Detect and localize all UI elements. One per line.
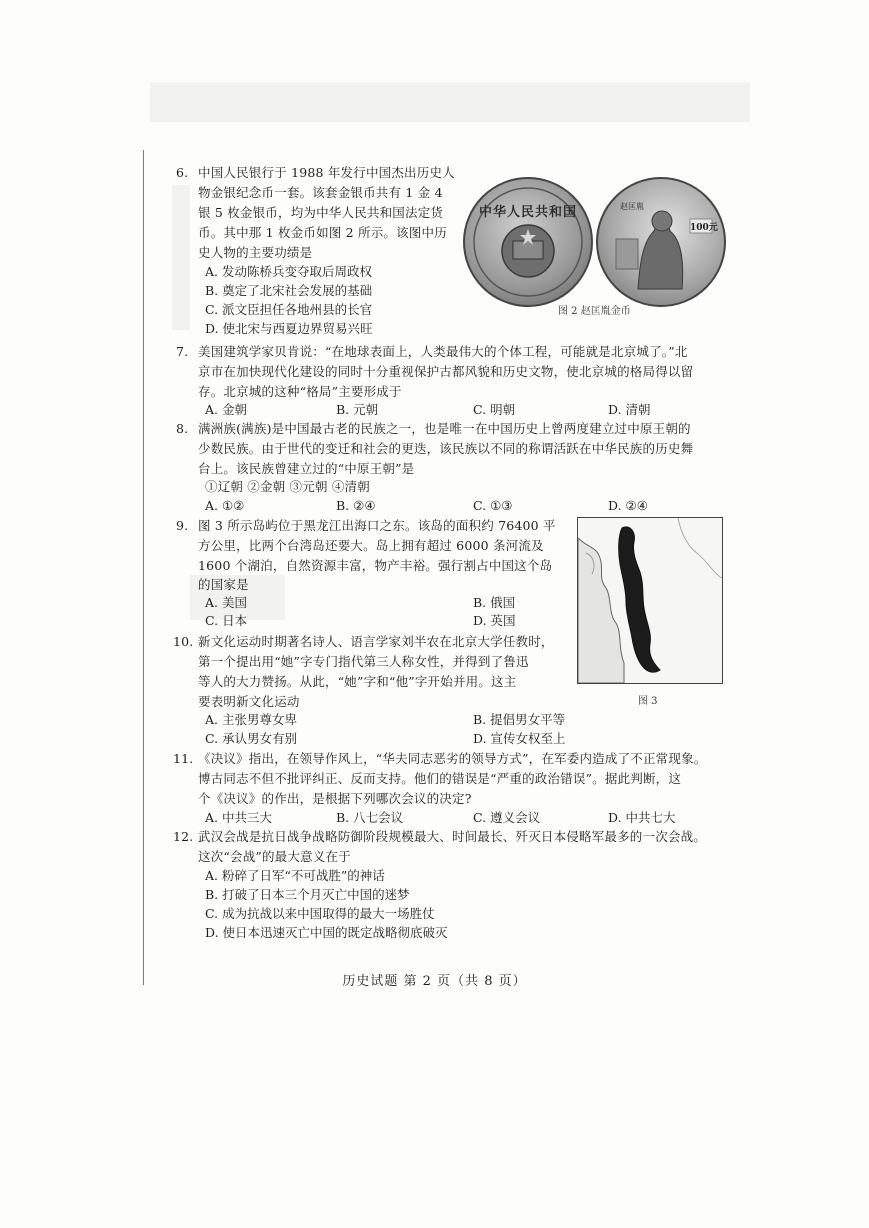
question-6-line-5: 史人物的主要功绩是 [198, 245, 313, 260]
page-footer: 历史试题 第 2 页（共 8 页） [342, 974, 527, 989]
binding-margin-line [143, 150, 144, 985]
question-8-line-4: ①辽朝 ②金朝 ③元朝 ④清朝 [205, 479, 370, 494]
question-7-option-c: C. 明朝 [473, 402, 516, 417]
scan-shadow-top [150, 82, 750, 122]
question-10-option-c: C. 承认男女有别 [205, 731, 298, 746]
question-12-option-a: A. 粉碎了日军“不可战胜”的神话 [205, 868, 385, 883]
question-7-option-a: A. 金朝 [205, 402, 247, 417]
question-9-number: 9. [176, 518, 189, 533]
coin-reverse-value: 100元 [690, 223, 718, 233]
question-6-number: 6. [176, 165, 189, 180]
question-6-option-d: D. 使北宋与西夏边界贸易兴旺 [205, 321, 373, 336]
coin-reverse-name: 赵匡胤 [620, 202, 644, 211]
question-9-line-2: 方公里，比两个台湾岛还要大。岛上拥有超过 6000 条河流及 [198, 538, 544, 553]
question-7-option-d: D. 清朝 [608, 402, 651, 417]
coin-obverse-image [463, 177, 593, 307]
question-8-option-a: A. ①② [205, 498, 245, 513]
question-9-option-d: D. 英国 [473, 613, 516, 628]
figure-2-caption: 图 2 赵匡胤金币 [558, 306, 631, 317]
question-9-line-1: 图 3 所示岛屿位于黑龙江出海口之东。该岛的面积约 76400 平 [198, 518, 556, 533]
coin-reverse-image [596, 177, 726, 307]
question-11-option-a: A. 中共三大 [205, 810, 272, 825]
question-7-number: 7. [176, 344, 189, 359]
question-11-line-2: 博古同志不但不批评纠正、反而支持。他们的错误是“严重的政治错误”。据此判断，这 [198, 771, 682, 786]
figure-3-map [577, 517, 723, 684]
coin-obverse-text: 中华人民共和国 [479, 205, 578, 220]
question-9-line-3: 1600 个湖泊，自然资源丰富，物产丰裕。强行割占中国这个岛 [198, 558, 553, 573]
question-6-option-a: A. 发动陈桥兵变夺取后周政权 [205, 264, 372, 279]
question-6-option-c: C. 派文臣担任各地州县的长官 [205, 302, 373, 317]
question-8-option-b: B. ②④ [336, 498, 376, 513]
question-7-line-2: 京市在加快现代化建设的同时十分重视保护古都风貌和历史文物，使北京城的格局得以留 [198, 364, 694, 379]
question-8-line-3: 台上。该民族曾建立过的“中原王朝”是 [198, 461, 415, 476]
question-6-line-4: 币。其中那 1 枚金币如图 2 所示。该图中历 [198, 225, 447, 240]
question-11-option-c: C. 遵义会议 [473, 810, 541, 825]
question-8-line-1: 满洲族(满族)是中国最古老的民族之一，也是唯一在中国历史上曾两度建立过中原王朝的 [198, 421, 691, 436]
question-9-option-c: C. 日本 [205, 613, 248, 628]
question-11-number: 11. [173, 751, 194, 766]
question-7-line-1: 美国建筑学家贝肯说：“在地球表面上，人类最伟大的个体工程，可能就是北京城了。”北 [198, 344, 688, 359]
question-12-option-d: D. 使日本迅速灭亡中国的既定战略彻底破灭 [205, 925, 448, 940]
question-6-line-1: 中国人民银行于 1988 年发行中国杰出历史人 [198, 165, 455, 180]
question-10-option-d: D. 宣传女权至上 [473, 731, 566, 746]
question-9-option-b: B. 俄国 [473, 595, 516, 610]
question-7-line-3: 存。北京城的这种“格局”主要形成于 [198, 384, 402, 399]
question-12-line-2: 这次“会战”的最大意义在于 [198, 849, 351, 864]
question-12-line-1: 武汉会战是抗日战争战略防御阶段规模最大、时间最长、歼灭日本侵略军最多的一次会战。 [198, 829, 707, 844]
question-11-option-d: D. 中共七大 [608, 810, 676, 825]
question-8-number: 8. [176, 421, 189, 436]
scan-shadow-left [172, 185, 190, 330]
question-10-line-4: 要表明新文化运动 [198, 694, 300, 709]
question-6-line-2: 物金银纪念币一套。该套金银币共有 1 金 4 [198, 185, 443, 200]
question-10-line-2: 第一个提出用“她”字专门指代第三人称女性，并得到了鲁迅 [198, 654, 529, 669]
question-9-line-4: 的国家是 [198, 577, 249, 592]
question-10-line-3: 等人的大力赞扬。从此，“她”字和“他”字开始并用。这主 [198, 674, 517, 689]
question-10-option-b: B. 提倡男女平等 [473, 712, 566, 727]
question-8-option-c: C. ①③ [473, 498, 513, 513]
figure-3-caption: 图 3 [638, 696, 658, 707]
question-10-number: 10. [173, 634, 194, 649]
question-12-option-b: B. 打破了日本三个月灭亡中国的迷梦 [205, 887, 410, 902]
question-11-option-b: B. 八七会议 [336, 810, 404, 825]
question-10-option-a: A. 主张男尊女卑 [205, 712, 297, 727]
question-8-option-d: D. ②④ [608, 498, 648, 513]
question-12-number: 12. [173, 829, 194, 844]
question-8-line-2: 少数民族。由于世代的变迁和社会的更迭，该民族以不同的称谓活跃在中华民族的历史舞 [198, 441, 694, 456]
question-9-option-a: A. 美国 [205, 595, 247, 610]
question-10-line-1: 新文化运动时期著名诗人、语言学家刘半农在北京大学任教时， [198, 634, 554, 649]
question-6-option-b: B. 奠定了北宋社会发展的基础 [205, 283, 373, 298]
question-12-option-c: C. 成为抗战以来中国取得的最大一场胜仗 [205, 906, 435, 921]
question-6-line-3: 银 5 枚金银币，均为中华人民共和国法定货 [198, 205, 444, 220]
question-11-line-3: 个《决议》的作出，是根据下列哪次会议的决定? [198, 791, 472, 806]
question-7-option-b: B. 元朝 [336, 402, 379, 417]
question-11-line-1: 《决议》指出，在领导作风上，“华夫同志恶劣的领导方式”，在军委内造成了不正常现象。 [198, 751, 707, 766]
